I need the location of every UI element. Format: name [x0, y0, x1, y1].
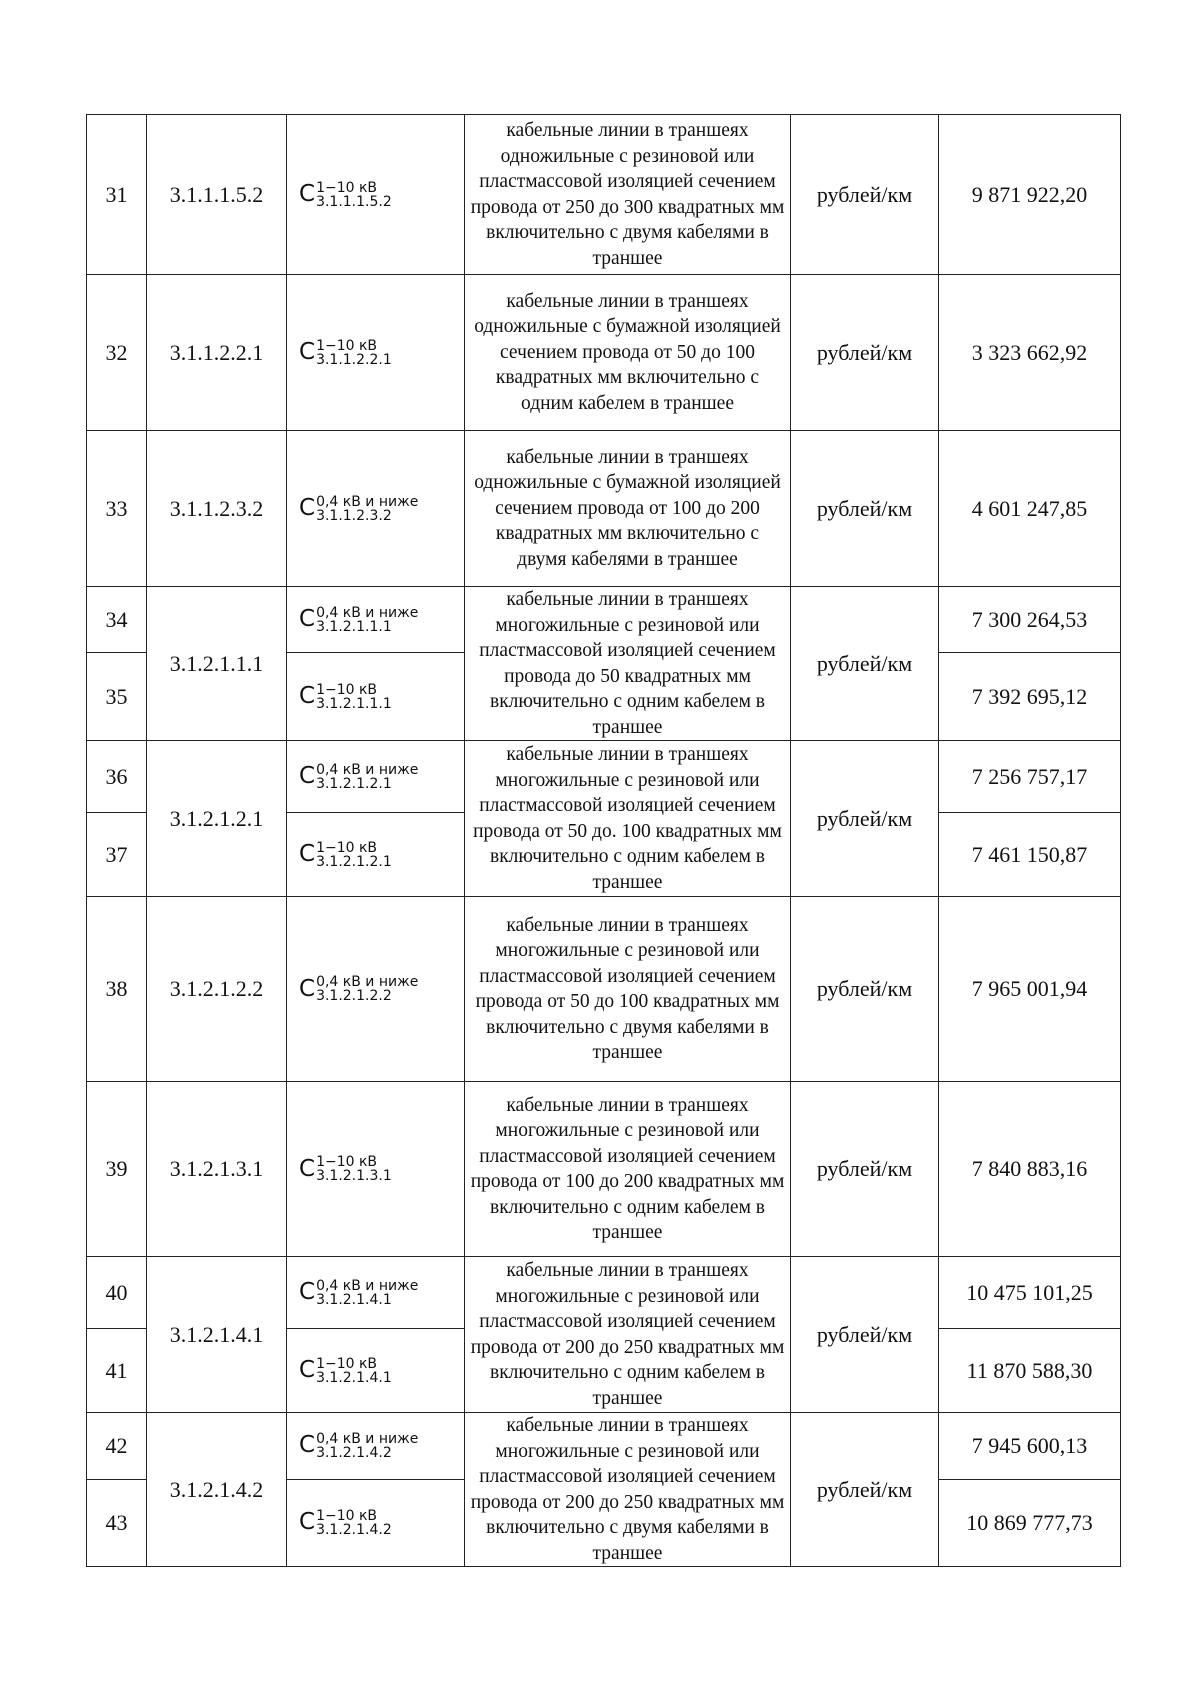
voltage-superscript: 1−10 кВ: [316, 681, 378, 698]
row-number: 35: [87, 653, 147, 741]
voltage-superscript: 0,4 кВ и ниже: [316, 974, 419, 991]
row-code: 3.1.2.1.2.1: [147, 741, 287, 897]
row-number: 31: [87, 115, 147, 275]
row-value: 7 840 883,16: [939, 1082, 1121, 1257]
table-row: [87, 587, 1121, 653]
tariff-symbol-indices: [316, 1155, 392, 1183]
tariff-symbol-c: C: [299, 181, 316, 208]
row-unit: рублей/км: [791, 587, 939, 741]
tariff-symbol-c: C: [299, 606, 316, 633]
row-code: 3.1.2.1.1.1: [147, 587, 287, 741]
row-unit: рублей/км: [791, 431, 939, 587]
tariff-symbol-indices: [316, 763, 418, 791]
tariff-symbol-c: C: [299, 1432, 316, 1459]
row-code: 3.1.2.1.4.1: [147, 1257, 287, 1413]
table-row: [87, 741, 1121, 813]
tariff-symbol: [287, 115, 465, 275]
row-value: 4 601 247,85: [939, 431, 1121, 587]
code-subscript: 3.1.2.1.1.1: [316, 695, 392, 712]
code-subscript: 3.1.2.1.3.1: [316, 1168, 392, 1185]
table-row: [87, 1413, 1121, 1480]
row-value: 7 300 264,53: [939, 587, 1121, 653]
table-row: [87, 275, 1121, 431]
tariff-symbol-indices: [316, 683, 392, 711]
tariff-symbol: [287, 275, 465, 431]
table-row: [87, 1257, 1121, 1329]
row-number: 42: [87, 1413, 147, 1480]
voltage-superscript: 1−10 кВ: [316, 337, 378, 354]
tariff-symbol: [287, 1479, 465, 1566]
row-number: 33: [87, 431, 147, 587]
voltage-superscript: 1−10 кВ: [316, 839, 378, 856]
row-value: 9 871 922,20: [939, 115, 1121, 275]
voltage-superscript: 0,4 кВ и ниже: [316, 761, 419, 778]
row-number: 41: [87, 1329, 147, 1413]
tariff-symbol: [287, 653, 465, 741]
row-description: кабельные линии в траншеях многожильные с резиновой или пластмассовой изоляцией сечением провода до 50 квадратных мм включительно с одним кабелем в траншее: [465, 587, 791, 741]
row-unit: рублей/км: [791, 1082, 939, 1257]
tariff-symbol: [287, 813, 465, 897]
row-number: 40: [87, 1257, 147, 1329]
voltage-superscript: 0,4 кВ и ниже: [316, 604, 419, 621]
tariff-symbol: [287, 431, 465, 587]
tariff-symbol: [287, 897, 465, 1082]
code-subscript: 3.1.2.1.1.1: [316, 618, 392, 635]
row-number: 32: [87, 275, 147, 431]
tariff-symbol-c: C: [299, 339, 316, 366]
row-description: кабельные линии в траншеях многожильные с резиновой или пластмассовой изоляцией сечением провода от 50 до 100 квадратных мм включительно с двумя кабелями в траншее: [465, 897, 791, 1082]
row-value: 7 945 600,13: [939, 1413, 1121, 1480]
tariff-symbol-c: C: [299, 1509, 316, 1536]
row-number: 38: [87, 897, 147, 1082]
row-number: 34: [87, 587, 147, 653]
tariff-symbol-c: C: [299, 683, 316, 710]
row-description: кабельные линии в траншеях многожильные с резиновой или пластмассовой изоляцией сечением провода от 200 до 250 квадратных мм включительно с двумя кабелями в траншее: [465, 1413, 791, 1567]
tariff-symbol-c: C: [299, 1279, 316, 1306]
row-unit: рублей/км: [791, 115, 939, 275]
code-subscript: 3.1.1.2.3.2: [316, 507, 392, 524]
row-value: 11 870 588,30: [939, 1329, 1121, 1413]
tariff-symbol-c: C: [299, 1155, 316, 1182]
code-subscript: 3.1.2.1.4.1: [316, 1369, 392, 1386]
tariff-symbol-c: C: [299, 975, 316, 1002]
tariff-symbol: [287, 741, 465, 813]
tariff-symbol-c: C: [299, 763, 316, 790]
row-unit: рублей/км: [791, 275, 939, 431]
row-code: 3.1.2.1.2.2: [147, 897, 287, 1082]
row-value: 3 323 662,92: [939, 275, 1121, 431]
row-value: 7 461 150,87: [939, 813, 1121, 897]
tariff-symbol: [287, 1257, 465, 1329]
code-subscript: 3.1.2.1.2.1: [316, 775, 392, 792]
row-unit: рублей/км: [791, 741, 939, 897]
table-row: [87, 115, 1121, 275]
voltage-superscript: 1−10 кВ: [316, 1355, 378, 1372]
row-number: 37: [87, 813, 147, 897]
row-description: кабельные линии в траншеях одножильные с бумажной изоляцией сечением провода от 50 до 100 квадратных мм включительно с одним кабелем в траншее: [465, 275, 791, 431]
row-description: кабельные линии в траншеях многожильные с резиновой или пластмассовой изоляцией сечением провода от 50 до. 100 квадратных мм включительно с одним кабелем в траншее: [465, 741, 791, 897]
tariff-symbol-indices: [316, 1509, 392, 1537]
row-unit: рублей/км: [791, 897, 939, 1082]
row-number: 43: [87, 1479, 147, 1566]
row-code: 3.1.1.2.3.2: [147, 431, 287, 587]
tariff-symbol: [287, 587, 465, 653]
tariff-symbol: [287, 1329, 465, 1413]
row-description: кабельные линии в траншеях многожильные с резиновой или пластмассовой изоляцией сечением провода от 100 до 200 квадратных мм включительно с одним кабелем в траншее: [465, 1082, 791, 1257]
row-number: 36: [87, 741, 147, 813]
voltage-superscript: 1−10 кВ: [316, 179, 378, 196]
voltage-superscript: 0,4 кВ и ниже: [316, 1277, 419, 1294]
row-description: кабельные линии в траншеях многожильные с резиновой или пластмассовой изоляцией сечением провода от 200 до 250 квадратных мм включительно с одним кабелем в траншее: [465, 1257, 791, 1413]
code-subscript: 3.1.1.1.5.2: [316, 193, 392, 210]
tariff-symbol-c: C: [299, 495, 316, 522]
tariff-symbol-c: C: [299, 1357, 316, 1384]
tariff-symbol-indices: [316, 1432, 418, 1460]
tariff-table-body: [87, 115, 1121, 1567]
tariff-symbol-indices: [316, 339, 392, 367]
row-number: 39: [87, 1082, 147, 1257]
tariff-symbol-indices: [316, 606, 418, 634]
row-description: кабельные линии в траншеях одножильные с бумажной изоляцией сечением провода от 100 до 200 квадратных мм включительно с двумя кабелями в траншее: [465, 431, 791, 587]
table-row: [87, 431, 1121, 587]
row-unit: рублей/км: [791, 1413, 939, 1567]
voltage-superscript: 0,4 кВ и ниже: [316, 1431, 419, 1448]
row-value: 7 392 695,12: [939, 653, 1121, 741]
row-value: 10 869 777,73: [939, 1479, 1121, 1566]
voltage-superscript: 1−10 кВ: [316, 1154, 378, 1171]
tariff-table: [86, 114, 1121, 1567]
row-value: 7 256 757,17: [939, 741, 1121, 813]
code-subscript: 3.1.2.1.4.1: [316, 1291, 392, 1308]
tariff-symbol-c: C: [299, 841, 316, 868]
code-subscript: 3.1.1.2.2.1: [316, 351, 392, 368]
row-unit: рублей/км: [791, 1257, 939, 1413]
row-code: 3.1.2.1.3.1: [147, 1082, 287, 1257]
tariff-symbol-indices: [316, 975, 418, 1003]
tariff-symbol-indices: [316, 181, 392, 209]
table-row: [87, 897, 1121, 1082]
row-value: 10 475 101,25: [939, 1257, 1121, 1329]
tariff-symbol-indices: [316, 1279, 418, 1307]
row-code: 3.1.2.1.4.2: [147, 1413, 287, 1567]
voltage-superscript: 1−10 кВ: [316, 1508, 378, 1525]
row-value: 7 965 001,94: [939, 897, 1121, 1082]
tariff-symbol-indices: [316, 841, 392, 869]
code-subscript: 3.1.2.1.2.2: [316, 988, 392, 1005]
row-description: кабельные линии в траншеях одножильные с резиновой или пластмассовой изоляцией сечением провода от 250 до 300 квадратных мм включительно с двумя кабелями в траншее: [465, 115, 791, 275]
tariff-symbol: [287, 1082, 465, 1257]
code-subscript: 3.1.2.1.4.2: [316, 1445, 392, 1462]
tariff-symbol-indices: [316, 1357, 392, 1385]
tariff-symbol-indices: [316, 495, 418, 523]
row-code: 3.1.1.1.5.2: [147, 115, 287, 275]
code-subscript: 3.1.2.1.2.1: [316, 853, 392, 870]
row-code: 3.1.1.2.2.1: [147, 275, 287, 431]
table-row: [87, 1082, 1121, 1257]
code-subscript: 3.1.2.1.4.2: [316, 1522, 392, 1539]
tariff-symbol: [287, 1413, 465, 1480]
voltage-superscript: 0,4 кВ и ниже: [316, 493, 419, 510]
